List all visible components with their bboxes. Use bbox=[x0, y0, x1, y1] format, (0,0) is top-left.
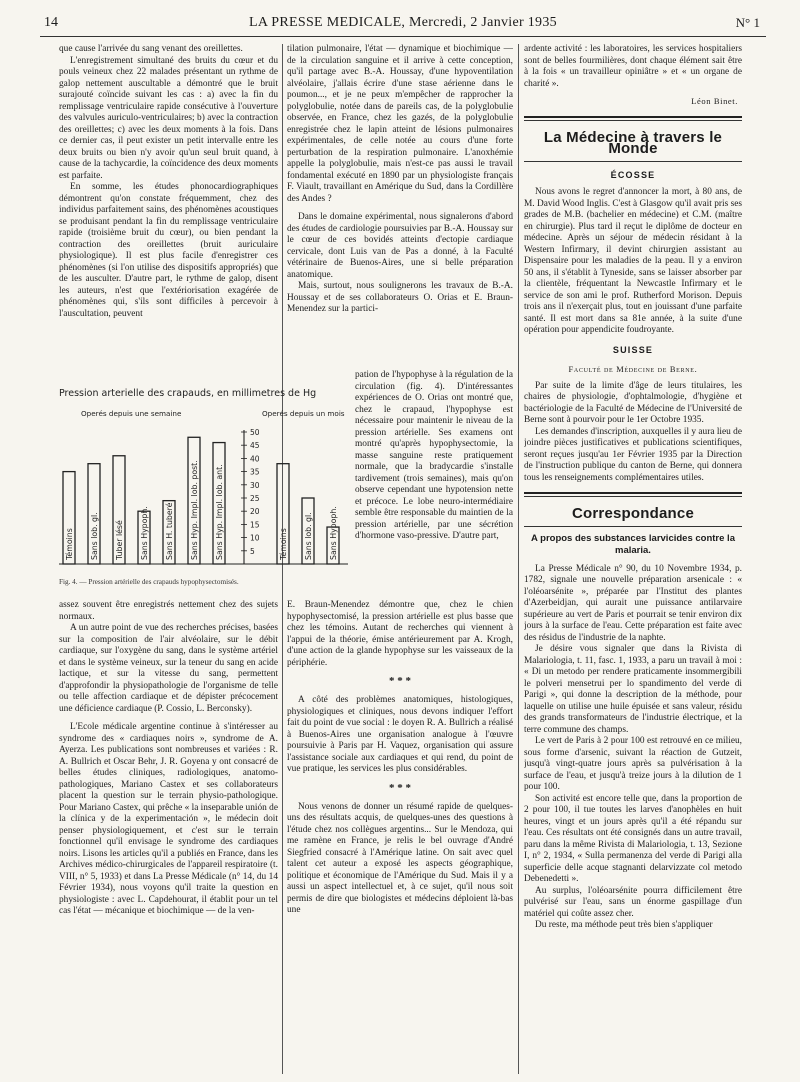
bar-label: Sans Hypoph. bbox=[140, 506, 149, 560]
paragraph: ardente activité : les laboratoires, les services hospitaliers sont de belles fourmilières, dont chaque élément sait être à la fois « un travailleur opiniâtre » et « un organe de charité ». bbox=[524, 44, 742, 89]
bar-label: Témoins bbox=[279, 528, 288, 560]
figure-caption: Fig. 4. — Pression artérielle des crapauds hypophysectomisés. bbox=[59, 578, 239, 586]
group-label: Operés depuis une semaine bbox=[81, 409, 182, 418]
y-tick-label: 20 bbox=[250, 507, 260, 517]
section-title: La Médecine à travers le Monde bbox=[543, 128, 723, 157]
column-3 bbox=[524, 44, 742, 1082]
paragraph: Les demandes d'inscription, auxquelles il y aura lieu de joindre pièces justificatives et publications scientifiques, seront reçues jusqu'au 1er Février 1935 par la Direction de l'instruction publique du canton de Berne, qui donnera tous les renseignements complémentaires utiles. bbox=[524, 426, 742, 483]
journal-title: LA PRESSE MEDICALE, Mercredi, 2 Janvier 1935 bbox=[249, 15, 557, 30]
group-label: Operés depuis un mois bbox=[262, 409, 345, 418]
paragraph: Au surplus, l'oléoarsénite pourra difficilement être pulvérisé sur l'eau, sans un énorme gaspillage d'un matériel qui coûte assez cher. bbox=[524, 885, 742, 919]
column-1-bottom bbox=[59, 600, 278, 1082]
subheading: Faculté de Médecine de Berne. bbox=[568, 365, 698, 374]
country-heading: SUISSE bbox=[612, 344, 654, 355]
section-title: Correspondance bbox=[572, 505, 694, 522]
paragraph: Je désire vous signaler que dans la Rivista di Malariologia, t. 11, fasc. 1, 1933, a paru un travail à moi : « Di un metodo per rendere praticamente insommergibili le polveri mensetrui per lo spandimento del verde di Parigi », qui donne la description de la méthode, pour laquelle on utilise une huile épuisée et sans valeur, résidu des grands transformateurs de l'industrie électrique, et la terre commune des champs. bbox=[524, 644, 742, 735]
paragraph: assez souvent être enregistrés nettement chez des sujets normaux. bbox=[59, 600, 278, 622]
y-tick-label: 10 bbox=[250, 533, 260, 543]
paragraph: En somme, les études phonocardiographiques démontrent qu'on constate fréquemment, chez des individus parfaitement sains, des phénomènes acoustiques se produisant pendant la fin du remplissage ventriculaire rapide (troisième bruit du cœur), ou bien pendant la contraction des oreillettes (bruit auriculaire physiologique). Il est plus facile d'enregistrer ces phénomènes (si l'on utilise des dispositifs appropriés) que de les ausculter. D'autre part, le rythme de galop, disent les auteurs, n'est que l'extériorisation exagérée de phénomènes qui, s'ils sont difficiles à percevoir à l'auscultation, peuvent bbox=[59, 182, 278, 319]
bar-label: Sans Hyp. Impl. lob. post. bbox=[190, 460, 199, 560]
column-2-bottom bbox=[287, 600, 513, 1082]
paragraph: A côté des problèmes anatomiques, histologiques, physiologiques et cliniques, nous devons indiquer l'effort fait du point de vue social : le doyen R. A. Bullrich a réalisé à Buenos-Aires une organisation analogue à l'œuvre poursuivie à Paris par H. Vaquez, organisation qui assure l'assistance sociale aux cardiaques et qui rend, du point de vue pratique, les services les plus considérables. bbox=[287, 695, 513, 774]
section-rule bbox=[524, 116, 742, 118]
page-header bbox=[40, 10, 766, 34]
column-1-top bbox=[59, 44, 278, 380]
paragraph: A un autre point de vue des recherches précises, basées sur la composition de l'air alvéolaire, sur le débit cardiaque, sur l'oxygène du sang, dans le système artériel et dans le système veineux, sur la teneur du sang en acide lactique, et sur la vitesse du sang, permettent d'approfondir la physiopathologie de l'organisme de telle ou telle affection cardiaque et de dépister précocement une déficience cardiaque (P. Cossio, L. Berconsky). bbox=[59, 623, 278, 714]
chart-title: Pression arterielle des crapauds, en millimetres de Hg bbox=[59, 388, 317, 399]
paragraph: Nous venons de donner un résumé rapide de quelques-uns des résultats acquis, de quelques-unes des questions à l'étude chez nos collègues argentins... Sur le Mendoza, qui me ramène en France, je relis le bel ouvrage d'André Siegfried consacré à l'Amérique latine. On sait avec quel talent cet auteur a exposé les aspects géographique, politique et économique de l'Amérique du Sud. Mais il y a aussi un aspect intellectuel et, à ce sujet, qu'il nous soit permis de dire que biologistes et médecins déploient là-bas une bbox=[287, 801, 513, 915]
y-tick-label: 30 bbox=[250, 480, 260, 490]
y-tick-label: 25 bbox=[250, 494, 260, 503]
article-title: A propos des substances larvicides contre la malaria. bbox=[531, 532, 735, 556]
paragraph: Le vert de Paris à 2 pour 100 est retrouvé en ce milieu, sous forme d'arsenic, suivant la réaction de Gutzeit, jusqu'à vingt-quatre jours après sa pulvérisation à la surface de l'eau, et jusqu'à treize jours à la dilution de 1 pour 100. bbox=[524, 736, 742, 792]
y-tick-label: 50 bbox=[250, 428, 260, 437]
paragraph: pation de l'hypophyse à la régulation de la circulation (fig. 4). D'intéressantes expériences de O. Orias ont montré que, chez le crapaud, l'hypophyse est nécessaire pour maintenir le niveau de la pression artérielle. Ses examens ont montré qu'après hypophysectomie, la masse sanguine reste pratiquement normale, que la bradycardie s'installe tardivement (trois semaines), mais qu'on observe cependant une hypotension nette et précoce. Le lobe neuro-intermédiaire semble être responsable du maintien de la pression artérielle, par une sécrétion d'hormone vaso-pressive. D'autre part, bbox=[355, 370, 513, 541]
section-rule bbox=[524, 496, 742, 497]
section-rule bbox=[524, 120, 742, 121]
issue-number: N° 1 bbox=[735, 15, 760, 30]
paragraph: Dans le domaine expérimental, nous signalerons d'abord des études de cardiologie poursuivies par B.-A. Houssay sur le cœur de ces bovidés atteints d'ectopie cardiaque cervicale, dont Luis van de Pas a donné, à la Faculté vétérinaire de Buenos-Aires, une si belle préparation anatomique. bbox=[287, 212, 513, 280]
bar-label: Sans lob. gl. bbox=[304, 512, 313, 560]
paragraph: La Presse Médicale n° 90, du 10 Novembre 1934, p. 1782, signale une nouvelle préparation arsenicale : « l'oléoarsénite », préparée par l'Institut des plantes d'Azerbeidjan, qui aurait une puissance antilarvaire supérieure au vert de Paris et pourrait se tenir environ dix jours à la surface de l'eau. Cette préparation est faite avec des résidus de l'industrie de la naphte. bbox=[524, 563, 742, 643]
column-2-top bbox=[287, 44, 513, 370]
bar-label: Sans H. tuberé bbox=[165, 502, 174, 560]
bar-label: Sans Hyp. Impl. lob. ant. bbox=[215, 464, 224, 560]
paragraph: Son activité est encore telle que, dans la proportion de 2 pour 100, il tue toutes les larves d'anophèles en huit heures, vingt et un jours après qu'il a été répandu sur l'eau. Ces résultats ont été consignés dans un autre travail, paru dans la même Rivista di Malariologia, t. 13, Sezione I, n° 2, 1934, « Sulla permanenza del verde di Parigi alla superficie delle acque stagnanti delarvizzate col metodo Debenedetti ». bbox=[524, 793, 742, 884]
paragraph: Nous avons le regret d'annoncer la mort, à 80 ans, de M. David Wood Inglis. C'est à Glasgow qu'il avait pris ses grades de M.B. (bachelier en médecine) et C.M. (maître en chirurgie). Plus tard il reçut le diplôme de docteur en médecine. Après un séjour de médecin résidant à la Western Infirmary, il devint chirurgien assistant au Dispensaire pour les maladies de la peau. Il y a environ 50 ans, il s'établit à Tyneside, sans se laisser absorber par la clientèle, fréquentant la Newcastle Infirmary et le service de son ami le prof. Rutherford Morison. Depuis trois ans il n'exerçait plus, tout en jouissant d'une parfaite santé. Il est mort dans sa 81e année, à la suite d'une opération pour appendicite foudroyante. bbox=[524, 187, 742, 335]
paragraph: Par suite de la limite d'âge de leurs titulaires, les chaires de physiologie, d'ophtalmologie, d'hygiène et bactériologie de la Faculté de Médecine de l'Université de Berne sont à pourvoir pour le 1er Octobre 1935. bbox=[524, 380, 742, 425]
y-tick-label: 35 bbox=[250, 467, 260, 477]
author-signature: Léon Binet. bbox=[691, 96, 738, 106]
y-tick-label: 5 bbox=[250, 546, 255, 556]
y-tick-label: 40 bbox=[250, 454, 260, 464]
y-tick-label: 15 bbox=[250, 520, 260, 530]
paragraph: L'enregistrement simultané des bruits du cœur et du pouls veineux chez 22 malades présentant un rythme de galop nettement auscultable a démontré que le bruit surajouté coïncide suivant les cas : a) avec la fin du remplissage ventriculaire rapide consécutive à l'ouverture des valvules auriculo-ventriculaires; b) avec la contraction des oreillettes; c) avec les deux moments à la fois. Dans ce dernier cas, il peut exister un petit intervalle entre les deux bruits ou bien n'y avoir qu'un seul bruit quand, à cause de la tachycardie, la coïncidence des deux moments est parfaite. bbox=[59, 55, 278, 181]
y-tick-label: 45 bbox=[250, 441, 260, 451]
column-divider bbox=[518, 44, 519, 1074]
page-number: 14 bbox=[44, 15, 58, 30]
bar-label: Témoins bbox=[65, 528, 74, 560]
paragraph: que cause l'arrivée du sang venant des oreillettes. bbox=[59, 44, 243, 54]
paragraph: E. Braun-Menendez démontre que, chez le chien hypophysectomisé, la pression artérielle est plus basse que chez les témoins. Autant de recherches qui viennent à l'appui de la théorie, émise antérieurement par A. Krogh, d'une action de la glande hypophyse sur les vaisseaux de la périphérie. bbox=[287, 600, 513, 668]
paragraph: Mais, surtout, nous soulignerons les travaux de B.-A. Houssay et de ses collaborateurs O. Orias et E. Braun-Menendez sur la partici- bbox=[287, 281, 513, 314]
country-heading: ÉCOSSE bbox=[610, 169, 656, 180]
bar-label: Sans Hypoph. bbox=[329, 506, 338, 560]
section-separator: * * * bbox=[389, 781, 411, 794]
section-separator: * * * bbox=[389, 675, 411, 687]
section-rule bbox=[524, 526, 742, 527]
column-2-beside-figure bbox=[355, 370, 513, 600]
blood-pressure-chart bbox=[59, 386, 348, 588]
paragraph: tilation pulmonaire, l'état — dynamique et biochimique — de la circulation sanguine et il arrive à cette conception, qu'il partage avec B.-A. Houssay, d'une hypoventilation alvéolaire, j'allais écrire d'une stase aérienne dans le poumon..., et je ne peux m'empêcher de rapprocher la polyglobulie, notée dans de pareils cas, de la polyglobulie observée, en France, chez les gazés, de la polyglobulie enregistrée chez le lapin atteint de lésions pulmonaires expérimentales, de celle notée au cours d'une forte perturbation de la respiration pulmonaire. L'anoxhémie appelle la polyglobulie, mais n'est-ce pas aussi le travail fondamental exécuté en 1890 par un physiologiste français F. Viault, travaillant en Amérique du Sud, dans la Cordillère des Andes ? bbox=[287, 44, 513, 204]
bar-label: Sans lob. gl. bbox=[90, 512, 99, 560]
bar-label: Tuber lésé bbox=[115, 520, 124, 560]
section-rule bbox=[524, 161, 742, 162]
header-rule bbox=[40, 36, 766, 37]
figure-4 bbox=[59, 386, 348, 588]
section-rule bbox=[524, 492, 742, 494]
paragraph: Du reste, ma méthode peut très bien s'appliquer bbox=[535, 920, 713, 930]
paragraph: L'Ecole médicale argentine continue à s'intéresser au syndrome des « cardiaques noirs », syndrome de A. Ayerza. Les publications sont nombreuses et variées : R. A. Bullrich et Oscar Behr, J. R. Goyena y ont consacré de belles études cliniques, radiologiques, anatomo-pathologiques, Mariano Castex et ses collaborateurs placent la question sur le terrain physio-pathologique. Pour Mariano Castex, qui prêche « la inseparable unión de la clínica y de la experimentación », le médecin doit penser physiologiquement, et c'est sur le terrain fonctionnel qu'il envisage le syndrome des cardiaques noirs. Lisons les articles qu'il a publiés en France, dans les Archives médico-chirurgicales de l'appareil respiratoire (t. VIII, n° 5, 1933) et dans La Presse Médicale (n° 14, du 14 Février 1934), nous voyons qu'il traite la question en physiologiste : avec L. Capdehourat, il établit pour un tel cas l'état — mécanique et biochimique — de la ven- bbox=[59, 722, 278, 916]
